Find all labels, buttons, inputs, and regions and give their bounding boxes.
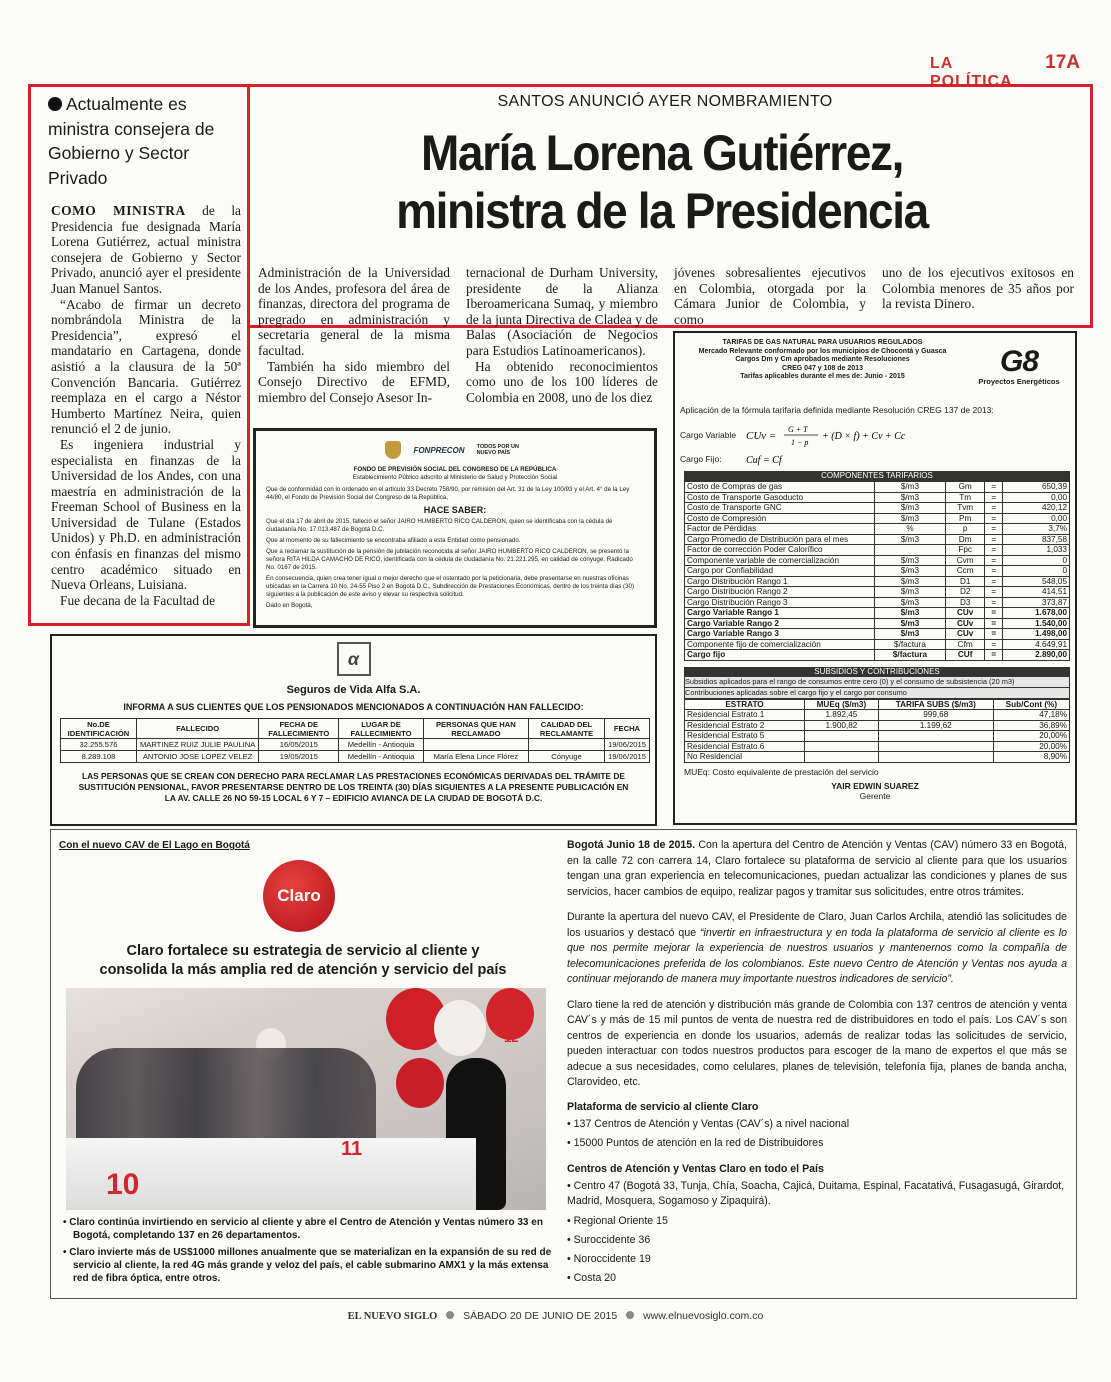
table-row <box>685 503 1070 514</box>
table-cell: Dm <box>945 534 985 545</box>
table-cell: $/factura <box>875 639 946 650</box>
claro-headline: Claro fortalece su estrategia de servicio al cliente y consolida la más amplia red de atención y servicio del país <box>99 943 507 978</box>
table-row <box>685 587 1070 598</box>
table-cell: María Elena Lince Flórez <box>423 751 528 763</box>
gas-title-block: TARIFAS DE GAS NATURAL PARA USUARIOS REGULADOS Mercado Relevante conformado por los municipios de Chocontá y Guasca Cargos Dm y Cm aprobados mediante Resoluciones CREG 047 y 108 de 2013 Tarifas aplicables durante el mes de: Junio - 2015 <box>698 339 947 381</box>
svg-text:1 − p: 1 − p <box>791 438 809 447</box>
table-cell: $/m3 <box>875 608 946 619</box>
table-cell: 1.900,82 <box>805 720 879 731</box>
table-cell: $/m3 <box>875 566 946 577</box>
column-header: LUGAR DE FALLECIMIENTO <box>339 719 423 739</box>
table-header-row <box>61 719 650 739</box>
alfa-table <box>60 718 650 763</box>
table-cell: 8,90% <box>993 752 1069 763</box>
dot-icon <box>626 1311 634 1319</box>
table-cell: 8.289.108 <box>61 751 137 763</box>
table-cell: Tm <box>945 492 985 503</box>
table-cell <box>878 752 993 763</box>
table-cell: 837,58 <box>1003 534 1070 545</box>
table-cell: Cargo Variable Rango 2 <box>685 618 875 629</box>
table-cell: 19/05/2015 <box>259 751 339 763</box>
table-row <box>685 650 1070 661</box>
table-cell: D2 <box>945 587 985 598</box>
claro-plataforma-list <box>567 1115 1067 1153</box>
claro-centros-list <box>567 1179 1067 1288</box>
list-item: • Noroccidente 19 <box>567 1250 1067 1269</box>
fonprecon-notice <box>253 428 657 628</box>
fonprecon-p1: Que el día 17 de abril de 2015, falleció el señor JAIRO HUMBERTO RICO CALDERON, quien se identificaba con la cédula de ciudadanía No. 17.013.487 de Bogotá D.C. <box>266 518 613 533</box>
column-header: No.DE IDENTIFICACIÓN <box>61 719 137 739</box>
gas-signer: YAIR EDWIN SUAREZ <box>831 780 919 791</box>
table-cell: Ccm <box>945 566 985 577</box>
nuevo-pais-logo: TODOS POR UN NUEVO PAÍS <box>476 444 519 456</box>
table-cell: Gm <box>945 482 985 493</box>
alfa-title: INFORMA A SUS CLIENTES QUE LOS PENSIONADOS MENCIONADOS A CONTINUACIÓN HAN FALLECIDO: <box>123 702 584 712</box>
page-number: 17A <box>1045 52 1080 73</box>
table-row <box>685 629 1070 640</box>
column-header: CALIDAD DEL RECLAMANTE <box>529 719 605 739</box>
table-cell: No Residencial <box>685 752 805 763</box>
table-cell: D3 <box>945 597 985 608</box>
alfa-footer: LAS PERSONAS QUE SE CREAN CON DERECHO PARA RECLAMAR LAS PRESTACIONES ECONÓMICAS DERIVADAS DEL TRÁMITE DE SUSTITUCIÓN PENSIONAL, FAVOR PRESENTARSE DENTRO DE LOS TREINTA (30) DÍAS SIGUIENTES A LA PRESENTE PUBLICACIÓN EN LA AV. CALLE 26 NO 59-15 LOCAL 6 Y 7 – EDIFICIO AVIANCA DE LA CIUDAD DE BOGOTÁ D.C. <box>78 771 629 803</box>
footer-date: SÁBADO 20 DE JUNIO DE 2015 <box>463 1310 618 1322</box>
table-cell: = <box>985 587 1003 598</box>
formula-variable: Cargo Variable CUv = G + T 1 − p + (D × f) + Cv + Cc <box>680 421 1070 449</box>
table-cell: 19/06/2015 <box>604 739 649 751</box>
article-kicker: Actualmente es ministra consejera de Gobierno y Sector Privado <box>48 94 215 188</box>
table-cell: Cargo Variable Rango 3 <box>685 629 875 640</box>
article-paragraph: ternacional de Durham University, presidente de la Alianza Iberoamericana Sumaq, y miembro de la junta Directiva de Cladea y de Balas (Asociación de Negocios para Estudios Latinoamericanos). <box>466 265 658 358</box>
column-header: FALLECIDO <box>136 719 258 739</box>
table-cell: Tvm <box>945 503 985 514</box>
table-row <box>685 639 1070 650</box>
footer-url: www.elnuevosiglo.com.co <box>643 1310 764 1322</box>
table-cell: 19/06/2015 <box>604 751 649 763</box>
claro-paragraph: Bogotá Junio 18 de 2015. Con la apertura del Centro de Atención y Ventas (CAV) número 33 en Bogotá, en la calle 72 con carrera 14, Claro fortalece su plataforma de servicio al cliente para que los usuarios tengan una gran experiencia en telecomunicaciones, puedan actualizar las condiciones y planes de sus servicios, hacer cambios de equipo, realizar pagos y tramitar sus solicitudes, entre otros trámites. <box>567 839 1067 898</box>
fonprecon-p4: En consecuencia, quien crea tener igual o mejor derecho que el ostentado por la peticionaria, debe presentarse en nuestras oficinas ubicadas en la Carrera 10 No. 24-55 Piso 2 en Bogotá D.C., Subdirección de Prestaciones Económicas, dentro de los treinta días (30) siguientes a la publicación de este aviso y elevar su respectiva solicitud. <box>266 575 635 598</box>
table-cell: Residencial Estrato 5 <box>685 731 805 742</box>
table-cell <box>805 731 879 742</box>
article-column-4 <box>674 265 866 327</box>
table-cell <box>878 741 993 752</box>
article-column-2 <box>258 265 450 405</box>
table-cell: 650,39 <box>1003 482 1070 493</box>
column-header: FECHA <box>604 719 649 739</box>
table-cell: 1.892,45 <box>805 710 879 721</box>
table-cell: 1.540,00 <box>1003 618 1070 629</box>
svg-text:CUv =: CUv = <box>746 430 777 442</box>
table-cell: = <box>985 503 1003 514</box>
table-cell: Pm <box>945 513 985 524</box>
table-row <box>685 482 1070 493</box>
article-column-5 <box>882 265 1074 312</box>
table-cell: Fpc <box>945 545 985 556</box>
colombia-shield-icon <box>385 441 401 459</box>
table-cell: = <box>985 545 1003 556</box>
table-cell: Factor de corrección Poder Calorífico <box>685 545 875 556</box>
article-paragraph: También ha sido miembro del Consejo Directivo de EFMD, miembro del Consejo Asesor In- <box>258 358 450 405</box>
alfa-company: Seguros de Vida Alfa S.A. <box>286 684 421 696</box>
table-cell: 1,033 <box>1003 545 1070 556</box>
table-cell: 1.678,00 <box>1003 608 1070 619</box>
table-cell: 0 <box>1003 566 1070 577</box>
page-footer <box>0 1310 1111 1322</box>
list-item: • 137 Centros de Atención y Ventas (CAV´s) a nivel nacional <box>567 1115 1067 1134</box>
table-cell: 3,7% <box>1003 524 1070 535</box>
balloon-graphic <box>396 1058 444 1108</box>
article-paragraph: Administración de la Universidad de los Andes, profesora del área de finanzas, directora del programa de pregrado en administración y secretaria general de la misma facultad. <box>258 265 450 358</box>
table-row <box>685 741 1070 752</box>
table-row <box>685 618 1070 629</box>
list-item: • 15000 Puntos de atención en la red de Distribuidores <box>567 1134 1067 1153</box>
svg-text:+ (D × f) + Cv + Cc: + (D × f) + Cv + Cc <box>822 431 906 442</box>
table-cell <box>529 739 605 751</box>
page-header <box>930 52 1080 90</box>
table-row <box>685 752 1070 763</box>
table-cell: Cargo Distribución Rango 1 <box>685 576 875 587</box>
list-item: • Regional Oriente 15 <box>567 1212 1067 1231</box>
counter-number: 11 <box>341 1138 363 1160</box>
table-row <box>685 720 1070 731</box>
table-cell: $/m3 <box>875 503 946 514</box>
table-cell: $/m3 <box>875 555 946 566</box>
table-cell: Costo de Compras de gas <box>685 482 875 493</box>
fonprecon-intro: Que de conformidad con lo ordenado en el artículo 33 Decreto 758/90, por remisión del Art. 31 de la Ley 100/93 y el Art. 4° de la Ley 44/80, el Fondo de Previsión Social del Congreso de la República, <box>266 486 630 501</box>
alfa-logo: α <box>337 642 371 676</box>
table-header-row <box>685 699 1070 710</box>
table-row <box>685 492 1070 503</box>
table-row <box>685 566 1070 577</box>
table-row <box>685 513 1070 524</box>
table-cell: $/m3 <box>875 629 946 640</box>
table-row <box>685 710 1070 721</box>
table-cell: $/m3 <box>875 587 946 598</box>
table-cell: 16/05/2015 <box>259 739 339 751</box>
article-paragraph: Fue decana de la Facultad de <box>60 592 216 608</box>
table-cell: $/m3 <box>875 618 946 629</box>
article-headline <box>262 124 1062 240</box>
fonprecon-logos <box>266 437 644 463</box>
table-cell: Residencial Estrato 6 <box>685 741 805 752</box>
table-cell: = <box>985 534 1003 545</box>
formula-fixed-graphic <box>744 451 864 467</box>
column-header: MUEq ($/m3) <box>805 699 879 710</box>
table-cell: CUv <box>945 618 985 629</box>
table-cell: % <box>875 524 946 535</box>
table-cell: $/m3 <box>875 534 946 545</box>
svg-text:G + T: G + T <box>788 425 808 434</box>
table-cell: $/m3 <box>875 513 946 524</box>
table-cell: Componente fijo de comercialización <box>685 639 875 650</box>
claro-store-photo <box>66 988 546 1210</box>
table-cell: Residencial Estrato 2 <box>685 720 805 731</box>
claro-kicker: Con el nuevo CAV de El Lago en Bogotá <box>59 840 250 851</box>
claro-h-plataforma: Plataforma de servicio al cliente Claro <box>567 1100 759 1113</box>
table-row <box>685 597 1070 608</box>
fonprecon-org-sub: Establecimiento Público adscrito al Ministerio de Salud y Protección Social <box>352 474 558 481</box>
counter-number: 10 <box>106 1168 140 1201</box>
footer-paper-name: EL NUEVO SIGLO <box>347 1311 438 1322</box>
table-cell: Cvm <box>945 555 985 566</box>
table-cell: 999,68 <box>878 710 993 721</box>
table-cell: 373,87 <box>1003 597 1070 608</box>
table-cell: = <box>985 597 1003 608</box>
claro-h-centros: Centros de Atención y Ventas Claro en todo el País <box>567 1162 824 1175</box>
headline-line-1: María Lorena Gutiérrez, <box>420 125 904 181</box>
table-cell: 4.649,91 <box>1003 639 1070 650</box>
gas-tariffs-notice <box>673 331 1077 825</box>
alfa-notice <box>50 634 657 826</box>
components-header: COMPONENTES TARIFARIOS <box>684 471 1070 481</box>
list-item: • Centro 47 (Bogotá 33, Tunja, Chía, Soacha, Cajicá, Duitama, Espinal, Facatativá, Fusagasugá, Girardot, Madrid, Mosquera, Sogamoso y Zipaquirá). <box>567 1179 1067 1209</box>
subsidies-note-1: Subsidios aplicados para el rango de consumos entre cero (0) y el consumo de subsistencia (20 m3) <box>684 677 1070 688</box>
section-name: LA POLÍTICA <box>930 55 1013 90</box>
formula-fixed: Cargo Fijo: Cuf = Cf <box>680 449 1070 469</box>
table-cell: Cónyuge <box>529 751 605 763</box>
table-row <box>685 555 1070 566</box>
claro-left-bullet: • Claro invierte más de US$1000 millones anualmente que se materializan en la expansión de su red de servicio al cliente, la red 4G más grande y veloz del país, el cable submarino AMX1 y la más extensa red de fibra óptica, entre otros. <box>63 1247 552 1284</box>
counter-number: 12 <box>504 1030 519 1045</box>
table-row <box>61 751 650 763</box>
mueq-note: MUEq: Costo equivalente de prestación del servicio <box>684 766 879 777</box>
table-cell: Cargo por Confiabilidad <box>685 566 875 577</box>
fonprecon-logo: FONPRECON <box>413 445 465 455</box>
table-cell: 2.890,00 <box>1003 650 1070 661</box>
table-cell: Cfm <box>945 639 985 650</box>
table-cell: Componente variable de comercialización <box>685 555 875 566</box>
table-cell: = <box>985 629 1003 640</box>
table-cell <box>805 741 879 752</box>
table-cell: Factor de Pérdidas <box>685 524 875 535</box>
table-cell: Cargo Promedio de Distribución para el mes <box>685 534 875 545</box>
table-row <box>685 545 1070 556</box>
formula-intro: Aplicación de la fórmula tarifaria definida mediante Resolución CREG 137 de 2013: <box>680 405 994 415</box>
svg-text:Cuf = Cf: Cuf = Cf <box>746 455 782 466</box>
column-header: TARIFA SUBS ($/m3) <box>878 699 993 710</box>
table-cell: = <box>985 639 1003 650</box>
headline-line-2: ministra de la Presidencia <box>396 183 928 239</box>
claro-advertorial <box>50 829 1077 1299</box>
bullet-icon <box>48 97 62 111</box>
dot-icon <box>446 1311 454 1319</box>
table-row <box>685 534 1070 545</box>
table-cell: 0 <box>1003 555 1070 566</box>
table-cell <box>423 739 528 751</box>
table-cell: = <box>985 650 1003 661</box>
table-cell: = <box>985 608 1003 619</box>
table-cell: 36,89% <box>993 720 1069 731</box>
table-cell: D1 <box>945 576 985 587</box>
column-header: ESTRATO <box>685 699 805 710</box>
table-cell: 20,00% <box>993 741 1069 752</box>
table-cell: 20,00% <box>993 731 1069 742</box>
table-cell: = <box>985 566 1003 577</box>
table-cell: CUv <box>945 629 985 640</box>
column-header: FECHA DE FALLECIMIENTO <box>259 719 339 739</box>
table-cell: $/m3 <box>875 597 946 608</box>
gas-signer-role: Gerente <box>859 790 891 801</box>
table-cell: Medellín - Antioquia <box>339 751 423 763</box>
claro-left-bullet: • Claro continúa invirtiendo en servicio al cliente y abre el Centro de Atención y Ventas número 33 en Bogotá, completando 137 en 26 departamentos. <box>63 1217 543 1241</box>
claro-left-bullets <box>63 1216 561 1285</box>
table-cell: Medellín - Antioquia <box>339 739 423 751</box>
table-cell: 1.498,00 <box>1003 629 1070 640</box>
claro-paragraph: Durante la apertura del nuevo CAV, el Presidente de Claro, Juan Carlos Archila, atendió las solicitudes de los usuarios y destacó que “invertir en infraestructura y en toda la plataforma de servicio al cliente es lo que nos permite mejorar la experiencia de nuestros usuarios y mantenernos como la compañía de telecomunicaciones preferida de los colombianos. Este nuevo Centro de Atención y Ventas nos ayuda a continuar mejorando de manera muy importante nuestros indicadores de servicio”. <box>567 911 1067 985</box>
article-paragraph: Es ingeniera industrial y especialista en finanzas de la Universidad de los Andes, con una maestría en administración de la Freeman School of Business en la Universidad de Tulane (Estados Unidos) y Ph.D. en administración con énfasis en finanzas del mismo centro académico situado en Nueva Orleans, Luisiana. <box>51 436 241 593</box>
table-cell: $/m3 <box>875 576 946 587</box>
subsidies-table <box>684 699 1070 763</box>
people-silhouettes <box>76 1048 376 1138</box>
fonprecon-org: FONDO DE PREVISIÓN SOCIAL DEL CONGRESO DE LA REPÚBLICA <box>353 466 557 473</box>
table-cell: ANTONIO JOSE LOPEZ VELEZ <box>136 751 258 763</box>
table-cell: 47,18% <box>993 710 1069 721</box>
components-table <box>684 481 1070 661</box>
table-cell: Cargo Distribución Rango 2 <box>685 587 875 598</box>
table-cell: 32.255.576 <box>61 739 137 751</box>
list-item: • Suroccidente 36 <box>567 1231 1067 1250</box>
table-cell: = <box>985 555 1003 566</box>
article-overline: SANTOS ANUNCIÓ AYER NOMBRAMIENTO <box>497 93 833 110</box>
list-item: • Costa 20 <box>567 1269 1067 1288</box>
table-cell: $/m3 <box>875 482 946 493</box>
claro-right-column <box>567 838 1067 1288</box>
table-cell: MARTINEZ RUIZ JULIE PAULINA <box>136 739 258 751</box>
table-row <box>685 524 1070 535</box>
table-cell <box>875 545 946 556</box>
table-cell: = <box>985 513 1003 524</box>
table-cell: Costo de Compresión <box>685 513 875 524</box>
g8-logo: G8 Proyectos Energéticos <box>978 345 1060 386</box>
table-cell: $/factura <box>875 650 946 661</box>
table-cell: 414,51 <box>1003 587 1070 598</box>
column-header: PERSONAS QUE HAN RECLAMADO <box>423 719 528 739</box>
table-row <box>685 576 1070 587</box>
article-paragraph: COMO MINISTRA de la Presidencia fue designada María Lorena Gutiérrez, actual ministra consejera de Gobierno y Sector Privado, anunció ayer el presidente Juan Manuel Santos. <box>51 203 241 296</box>
article-column-3 <box>466 265 658 405</box>
table-cell: = <box>985 576 1003 587</box>
table-row <box>685 608 1070 619</box>
table-cell: Costo de Transporte Gasoducto <box>685 492 875 503</box>
formula-variable-graphic <box>744 422 1014 448</box>
fonprecon-p5: Dado en Bogotá, <box>266 602 313 609</box>
table-cell: 1.199,62 <box>878 720 993 731</box>
column-header: Sub/Cont (%) <box>993 699 1069 710</box>
table-cell: 0,00 <box>1003 513 1070 524</box>
article-highlight-mask <box>249 84 252 87</box>
article-paragraph: “Acabo de firmar un decreto nombrándola Ministra de la Presidencia”, expresó el mandatario en Cartagena, donde asistió a la clausura de la 50ª Convención Bancaria. Gutiérrez reemplaza en el cargo a Néstor Humberto Martínez Neira, quien renunció el 2 de junio. <box>51 296 241 437</box>
table-cell: Costo de Transporte GNC <box>685 503 875 514</box>
fonprecon-p3: Que a reclamar la sustitución de la pensión de jubilación reconocida al señor JAIRO HUMBERTO RICO CALDERON, se presentó la señora RITA HILDA CAMACHO DE RICO, identificada con la cédula de ciudadanía No. 21.221.295, en calidad de cónyuge. Radicado No. 0167 de 2015. <box>266 548 633 571</box>
table-cell: 420,12 <box>1003 503 1070 514</box>
fonprecon-title: HACE SABER: <box>423 505 487 515</box>
balloon-graphic <box>434 1000 486 1056</box>
article-column-1 <box>51 203 241 608</box>
table-cell: Cargo Variable Rango 1 <box>685 608 875 619</box>
table-cell: CUv <box>945 608 985 619</box>
table-cell: = <box>985 482 1003 493</box>
table-cell: CUf <box>945 650 985 661</box>
table-cell: = <box>985 492 1003 503</box>
table-row <box>61 739 650 751</box>
table-cell: Cargo Distribución Rango 3 <box>685 597 875 608</box>
table-cell: p <box>945 524 985 535</box>
subsidies-note-2: Contribuciones aplicadas sobre el cargo fijo y el cargo por consumo <box>684 688 1070 699</box>
table-cell: $/m3 <box>875 492 946 503</box>
subsidies-header: SUBSIDIOS Y CONTRIBUCIONES <box>684 667 1070 677</box>
gas-header <box>680 337 1070 405</box>
table-cell: 0,00 <box>1003 492 1070 503</box>
article-paragraph: jóvenes sobresalientes ejecutivos en Colombia, otorgada por la Cámara Junior de Colombia, y como <box>674 265 866 327</box>
fonprecon-p2: Que al momento de su fallecimiento se encontraba afiliado a esta Entidad como pensionado. <box>266 537 521 544</box>
table-cell: = <box>985 618 1003 629</box>
table-cell: 548,05 <box>1003 576 1070 587</box>
table-cell <box>805 752 879 763</box>
table-cell <box>878 731 993 742</box>
table-cell: Residencial Estrato 1 <box>685 710 805 721</box>
table-cell: Cargo fijo <box>685 650 875 661</box>
article-paragraph: Ha obtenido reconocimientos como uno de los 100 líderes de Colombia en 2008, uno de los diez <box>466 358 658 405</box>
table-row <box>685 731 1070 742</box>
claro-paragraph: Claro tiene la red de atención y distribución más grande de Colombia con 137 centros de atención y venta CAV´s y más de 15 mil puntos de venta de nuestra red de distribuidores en todo el país. Los CAV´s son centros de experiencia en donde los usuarios, además de realizar todas las solicitudes de servicio, pueden interactuar con todos nuestros productos para escoger de la mano de expertos el que más se adecue a sus necesidades, como celulares, planes de televisión, telefonía fija, planes de banda ancha, Clarovideo, etc. <box>567 998 1067 1088</box>
table-cell: = <box>985 524 1003 535</box>
article-paragraph: uno de los ejecutivos exitosos en Colombia menores de 35 años por la revista Dinero. <box>882 265 1074 312</box>
claro-logo: Claro <box>263 860 335 932</box>
